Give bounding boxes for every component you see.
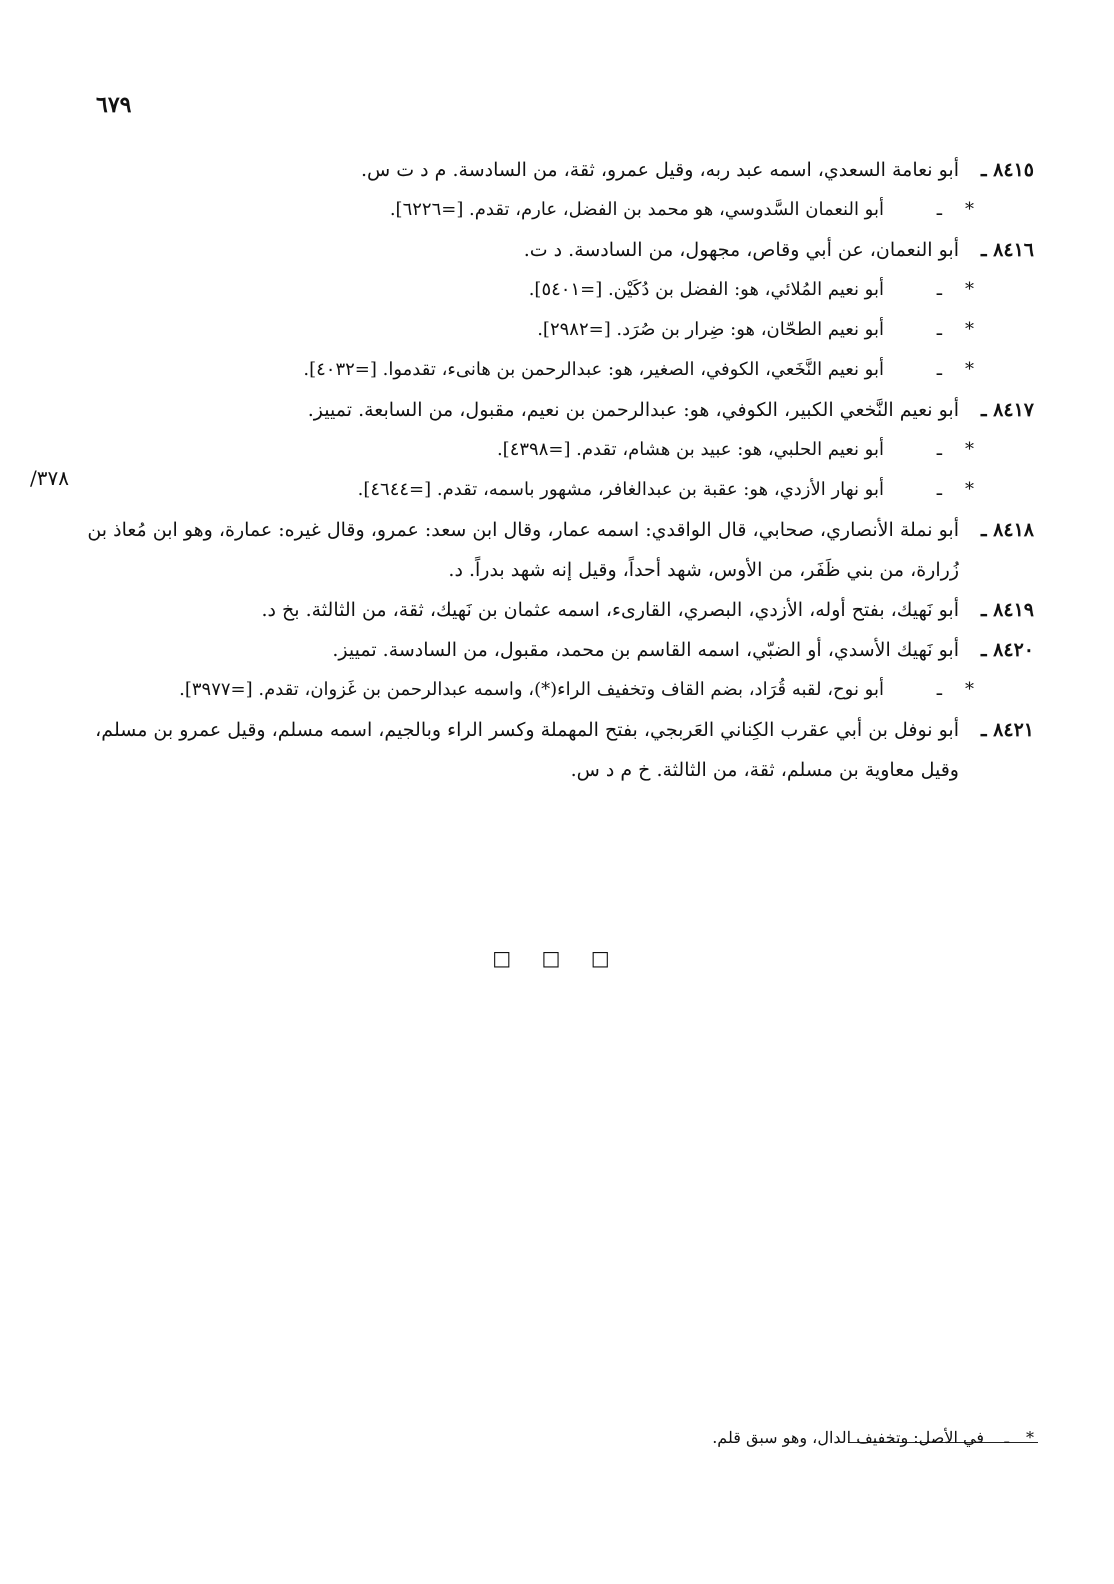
- cross-reference-entry: [80, 430, 1034, 470]
- entry-text: أبو نوح، لقبه قُرَاد، بضم القاف وتخفيف الراء(*)، واسمه عبدالرحمن بن غَزوان، تقدم. [=٣٩٧٧].: [179, 679, 884, 700]
- footnote-text: في الأصل: وتخفيف الدال، وهو سبق قلم.: [712, 1428, 984, 1447]
- entry-dash: ـ: [936, 479, 942, 500]
- biography-entry: [80, 630, 1034, 670]
- entry-text: أبو نعيم الطحّان، هو: ضِرار بن صُرَد. [=٢٩٨٢].: [537, 319, 884, 340]
- entry-number: ٨٤٢٠ ـ: [980, 639, 1034, 661]
- entry-dash: ـ: [936, 439, 942, 460]
- entry-dash: ـ: [936, 319, 942, 340]
- star-icon: *: [965, 439, 974, 460]
- star-icon: *: [965, 479, 974, 500]
- entry-number: ٨٤١٧ ـ: [980, 399, 1034, 421]
- entry-text: أبو نَهيك الأسدي، أو الضبّي، اسمه القاسم بن محمد، مقبول، من السادسة. تمييز.: [332, 639, 959, 661]
- entry-text: أبو النعمان، عن أبي وقاص، مجهول، من السادسة. د ت.: [523, 239, 959, 261]
- star-icon: *: [965, 359, 974, 380]
- star-icon: *: [965, 199, 974, 220]
- biography-entry: [80, 390, 1034, 430]
- end-separator: □ □ □: [492, 946, 622, 970]
- entry-number: ٨٤١٥ ـ: [980, 159, 1034, 181]
- entry-text: أبو نوفل بن أبي عقرب الكِناني العَربجي، بفتح المهملة وكسر الراء وبالجيم، اسمه مسلم، وقيل عمرو بن مسلم، وقيل معاوية بن مسلم، ثقة، من الثالثة. خ م د س.: [95, 719, 959, 781]
- entry-number: ٨٤٢١ ـ: [980, 719, 1034, 741]
- entry-text: أبو نَهيك، بفتح أوله، الأزدي، البصري، القارىء، اسمه عثمان بن نَهيك، ثقة، من الثالثة. بخ د.: [261, 599, 959, 621]
- star-icon: *: [965, 279, 974, 300]
- cross-reference-entry: [80, 470, 1034, 510]
- entry-text: أبو نعيم النَّخعي الكبير، الكوفي، هو: عبدالرحمن بن نعيم، مقبول، من السابعة. تمييز.: [307, 399, 959, 421]
- entry-text: أبو نعامة السعدي، اسمه عبد ربه، وقيل عمرو، ثقة، من السادسة. م د ت س.: [360, 159, 959, 181]
- entry-dash: ـ: [936, 279, 942, 300]
- biography-entry: [80, 710, 1034, 790]
- entry-text: أبو نعيم المُلائي، هو: الفضل بن دُكَيْن. [=٥٤٠١].: [528, 279, 884, 300]
- entry-text: أبو نهار الأزدي، هو: عقبة بن عبدالغافر، مشهور باسمه، تقدم. [=٤٦٤٤].: [357, 479, 884, 500]
- entry-text: أبو نعيم الحلبي، هو: عبيد بن هشام، تقدم. [=٤٣٩٨].: [496, 439, 884, 460]
- entry-number: ٨٤١٩ ـ: [980, 599, 1034, 621]
- entry-text: أبو نملة الأنصاري، صحابي، قال الواقدي: اسمه عمار، وقال ابن سعد: عمرو، وقال غيره: عمارة، وهو ابن مُعاذ بن زُرارة، من بني ظَفَر، من الأوس، شهد أحداً، وقيل إنه شهد بدراً. د.: [87, 519, 959, 581]
- entry-text: أبو النعمان السَّدوسي، هو محمد بن الفضل، عارم، تقدم. [=٦٢٢٦].: [389, 199, 884, 220]
- entry-number: ٨٤١٨ ـ: [980, 519, 1034, 541]
- entry-number: ٨٤١٦ ـ: [980, 239, 1034, 261]
- footnote-star-icon: *: [1026, 1428, 1034, 1447]
- biography-entry: [80, 510, 1034, 590]
- cross-reference-entry: [80, 310, 1034, 350]
- biography-entry: [80, 230, 1034, 270]
- entry-text: أبو نعيم النَّخَعي، الكوفي، الصغير، هو: عبدالرحمن بن هانىء، تقدموا. [=٤٠٣٢].: [303, 359, 884, 380]
- entry-dash: ـ: [936, 199, 942, 220]
- cross-reference-entry: [80, 350, 1034, 390]
- biography-entry: [80, 590, 1034, 630]
- star-icon: *: [965, 679, 974, 700]
- footnote-dash: ـ: [1004, 1428, 1009, 1447]
- entry-dash: ـ: [936, 359, 942, 380]
- entry-dash: ـ: [936, 679, 942, 700]
- entries-list: [80, 150, 1034, 790]
- star-icon: *: [965, 319, 974, 340]
- cross-reference-entry: [80, 190, 1034, 230]
- margin-page-reference: /٣٧٨: [30, 466, 69, 490]
- cross-reference-entry: [80, 270, 1034, 310]
- cross-reference-entry: [80, 670, 1034, 710]
- biography-entry: [80, 150, 1034, 190]
- footnote: [712, 1420, 1034, 1456]
- page-number: ٦٧٩: [96, 92, 132, 118]
